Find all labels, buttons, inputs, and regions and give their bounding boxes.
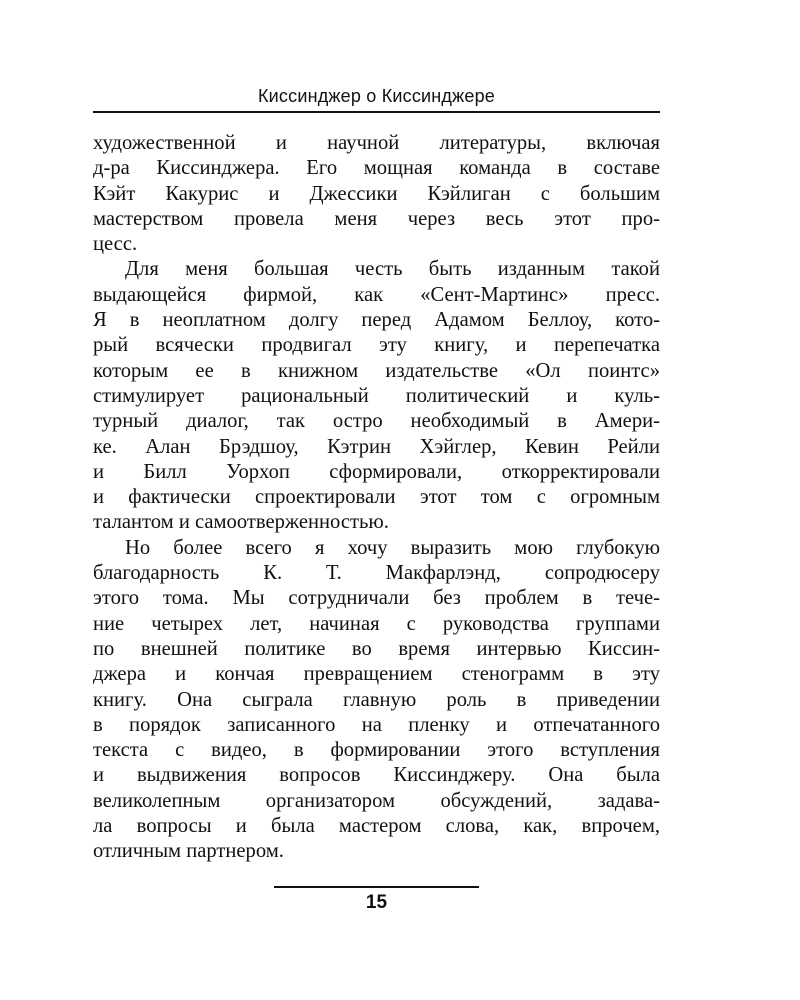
text-line: рый всячески продвигал эту книгу, и перепечатка <box>93 334 660 357</box>
paragraph-first-line: Для меня большая честь быть изданным такой <box>125 258 660 281</box>
text-line: и выдвижения вопросов Киссинджеру. Она была <box>93 764 660 787</box>
text-line: художественной и научной литературы, включая <box>93 132 660 154</box>
text-line: по внешней политике во время интервью Киссин- <box>93 637 660 660</box>
text-line: Кэйт Какурис и Джессики Кэйлиган с большим <box>93 182 660 205</box>
text-line: ке. Алан Брэдшоу, Кэтрин Хэйглер, Кевин Рейли <box>93 435 660 458</box>
text-line: выдающейся фирмой, как «Сент-Мартинс» пресс. <box>93 283 660 306</box>
page-number: 15 <box>365 892 388 913</box>
text-line: Я в неоплатном долгу перед Адамом Беллоу, кото- <box>93 309 660 332</box>
text-line: и фактически спроектировали этот том с огромным <box>93 486 660 509</box>
footer-rule <box>274 886 479 888</box>
header-rule <box>93 111 660 113</box>
text-line: цесс. <box>93 233 138 256</box>
text-line: которым ее в книжном издательстве «Ол поинтс» <box>93 359 660 382</box>
text-line: великолепным организатором обсуждений, задава- <box>93 789 660 812</box>
text-line: благодарность К. Т. Макфарлэнд, сопродюсеру <box>93 562 660 585</box>
paragraph-first-line: Но более всего я хочу выразить мою глубокую <box>125 536 660 559</box>
text-line: и Билл Уорхоп сформировали, откорректировали <box>93 460 660 483</box>
body-text <box>93 131 660 865</box>
text-line: этого тома. Мы сотрудничали без проблем в тече- <box>93 587 660 610</box>
text-line: ние четырех лет, начиная с руководства группами <box>93 612 660 635</box>
text-line: книгу. Она сыграла главную роль в приведении <box>93 688 660 711</box>
text-line: текста с видео, в формировании этого вступления <box>93 739 660 762</box>
text-line: в порядок записанного на пленку и отпечатанного <box>93 713 660 736</box>
text-line: джера и кончая превращением стенограмм в эту <box>93 663 660 686</box>
text-line: д-ра Киссинджера. Его мощная команда в составе <box>93 157 660 180</box>
text-line: ла вопросы и была мастером слова, как, впрочем, <box>93 815 660 838</box>
text-line: мастерством провела меня через весь этот про- <box>93 207 660 230</box>
running-header: Киссинджер о Киссинджере <box>257 86 496 106</box>
text-line: талантом и самоотверженностью. <box>93 511 389 534</box>
text-line: отличным партнером. <box>93 840 284 863</box>
text-line: стимулирует рациональный политический и куль- <box>93 384 660 407</box>
text-line: турный диалог, так остро необходимый в Амери- <box>93 410 660 433</box>
